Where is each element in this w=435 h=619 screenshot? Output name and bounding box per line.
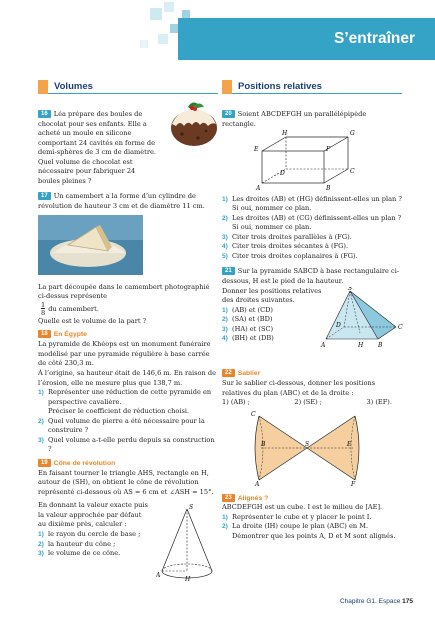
exercise-text: Sur la pyramide SABCD à base rectangulaire ci-dessous, H est le pied de la hauteur. xyxy=(222,267,400,286)
svg-text:D: D xyxy=(280,170,285,178)
svg-text:C: C xyxy=(350,168,355,176)
exercise-number: 20 xyxy=(222,110,235,118)
topic-label: Espace xyxy=(378,598,401,605)
page-footer xyxy=(340,597,413,606)
exercise-number: 19 xyxy=(38,459,51,467)
exercise-text: La pyramide de Khéops est un monument funéraire modélisé par une pyramide régulière à base carrée de côté 230,3 m. xyxy=(38,340,211,368)
svg-text:H: H xyxy=(358,342,364,350)
exercise-number: 22 xyxy=(222,369,235,377)
exercise-21 xyxy=(222,267,402,365)
section-header-volumes xyxy=(38,80,218,94)
page-header xyxy=(0,0,435,68)
exercise-text: À l’origine, sa hauteur était de 146,6 m. En raison de l’érosion, elle ne mesure plus que 138,7 m. xyxy=(38,368,216,387)
question-item: 4) Citer trois droites sécantes à (FG). xyxy=(222,242,349,251)
question-list xyxy=(222,513,402,542)
right-column xyxy=(222,80,402,546)
svg-text:A: A xyxy=(156,571,161,579)
question-item: 2) Les droites (AB) et (CG) définissent-elles un plan ? Si oui, nommer ce plan. xyxy=(222,213,402,232)
exercise-title: Alignés ? xyxy=(237,494,269,502)
section-header-positions xyxy=(222,80,402,94)
cone-figure xyxy=(156,503,218,585)
question-item: 3) Quel volume a-t-elle perdu depuis sa construction ? xyxy=(38,435,215,454)
question-item: 1) le rayon du cercle de base ; xyxy=(38,530,141,538)
question-item: 2) La droite (IH) coupe le plan (ABC) en M. Démontrer que les points A, D et M sont alignés. xyxy=(222,522,396,540)
exercise-17 xyxy=(38,192,218,326)
question-list xyxy=(38,388,218,455)
exercise-number: 23 xyxy=(222,494,235,502)
svg-text:B: B xyxy=(326,185,331,192)
exercise-23 xyxy=(222,494,402,542)
question: Quelle est le volume de la part ? xyxy=(38,316,147,325)
exercise-text: Sur le sablier ci-dessous, donner les positions relatives du plan (ABC) et de la droite : xyxy=(222,379,376,397)
svg-text:E: E xyxy=(254,146,259,154)
svg-text:S: S xyxy=(348,287,353,293)
parallelepiped-figure xyxy=(252,129,362,191)
chapter-label: Chapitre G1. xyxy=(339,598,377,605)
question-item: 1) Représenter le cube et y placer le point I. xyxy=(222,512,372,521)
exercise-19 xyxy=(38,459,218,583)
svg-text:A: A xyxy=(256,185,261,192)
pudding-image xyxy=(168,98,220,148)
exercise-number: 16 xyxy=(38,110,51,118)
question-item: 3) Citer trois droites parallèles à (FG). xyxy=(222,232,352,241)
pyramid-figure xyxy=(320,287,404,349)
exercise-16 xyxy=(38,110,218,188)
decorative-squares xyxy=(0,0,200,68)
svg-text:C: C xyxy=(251,410,256,418)
question-item: 5) Citer trois droites coplanaires à (FG). xyxy=(222,251,358,260)
question-item: 1) Représenter une réduction de cette pyramide en perspective cavalière. xyxy=(38,388,212,406)
svg-text:F: F xyxy=(326,146,331,154)
svg-text:B: B xyxy=(378,342,383,350)
exercise-number: 17 xyxy=(38,192,51,200)
exercise-title: Sablier xyxy=(237,370,261,378)
exercise-text: La part découpée dans le camembert photographié ci-dessus représente xyxy=(38,282,210,301)
page-title: S’entraîner xyxy=(334,30,415,47)
exercise-text: En faisant tourner le triangle AHS, rectangle en H, autour de (SH), on obtient le cône de révolution représenté ci-dessous où AS = 6 cm et ∠ASH = 15°. xyxy=(38,468,214,496)
question-item: 1) (AB) et (CD) xyxy=(222,305,273,314)
exercise-text: Un camembert a la forme d’un cylindre de révolution de hauteur 3 cm et de diamètre 11 cm. xyxy=(38,192,205,210)
svg-text:H: H xyxy=(185,575,191,583)
question-list xyxy=(222,195,402,262)
question-item: 3) le volume de ce cône. xyxy=(38,549,121,558)
exercise-title: Cône de révolution xyxy=(53,459,116,467)
hourglass-figure xyxy=(247,410,367,486)
fraction: 1 8 xyxy=(41,300,46,318)
exercise-text: Soient ABCDEFGH un parallélépipède rectangle. xyxy=(222,110,367,128)
exercise-text: ABCDEFGH est un cube. I est le milieu de [AE]. xyxy=(222,503,383,512)
question-item: Préciser le coefficient de réduction choisi. xyxy=(48,407,190,416)
svg-text:H: H xyxy=(282,130,288,138)
svg-text:S: S xyxy=(305,440,310,448)
question-row: 1) (AB) ; 2) (SE) ; 3) (EF). xyxy=(222,398,392,407)
question-list xyxy=(38,530,150,559)
camembert-image xyxy=(38,215,143,275)
exercise-title: En Égypte xyxy=(53,331,87,339)
exercise-text: du camembert. xyxy=(48,304,99,313)
svg-text:G: G xyxy=(350,130,355,138)
exercise-22 xyxy=(222,369,402,489)
svg-text:D: D xyxy=(336,322,341,330)
section-title: Positions relatives xyxy=(238,81,322,92)
svg-text:F: F xyxy=(351,480,356,486)
question-list xyxy=(222,306,322,344)
page-number: 175 xyxy=(402,598,413,605)
svg-text:S: S xyxy=(189,503,194,511)
left-column xyxy=(38,80,218,583)
exercise-number: 21 xyxy=(222,267,235,275)
question-item: 2) (SA) et (BD) xyxy=(222,315,273,324)
exercise-text: Donner les positions relatives des droites suivantes. xyxy=(222,286,322,305)
svg-text:B: B xyxy=(261,440,266,448)
exercise-20 xyxy=(222,110,402,261)
exercise-text: Léa prépare des boules de chocolat pour ses enfants. Elle a acheté un moule en silicone comportant 24 cavités en forme de demi-sphères de 3 cm de diamètre. Quel volume de chocolat est nécessaire pour fabriquer 24 boules pleines ? xyxy=(38,110,156,185)
exercise-number: 18 xyxy=(38,330,51,338)
question-item: 3) (HA) et (SC) xyxy=(222,324,274,333)
svg-text:A: A xyxy=(255,480,260,486)
section-title: Volumes xyxy=(54,81,93,92)
question-item: 1) Les droites (AB) et (HG) définissent-elles un plan ? Si oui, nommer ce plan. xyxy=(222,194,402,213)
svg-text:C: C xyxy=(398,324,403,332)
exercise-text: En donnant la valeur exacte puis la valeur approchée par défaut au dixième près, calculer : xyxy=(38,501,148,529)
question-item: 2) Quel volume de pierre a été nécessaire pour la construire ? xyxy=(38,416,205,435)
svg-text:A: A xyxy=(321,342,326,350)
question-item: 4) (BH) et (DB) xyxy=(222,334,274,343)
svg-text:E: E xyxy=(347,440,352,448)
exercise-18 xyxy=(38,330,218,454)
question-item: 2) la hauteur du cône ; xyxy=(38,539,116,548)
